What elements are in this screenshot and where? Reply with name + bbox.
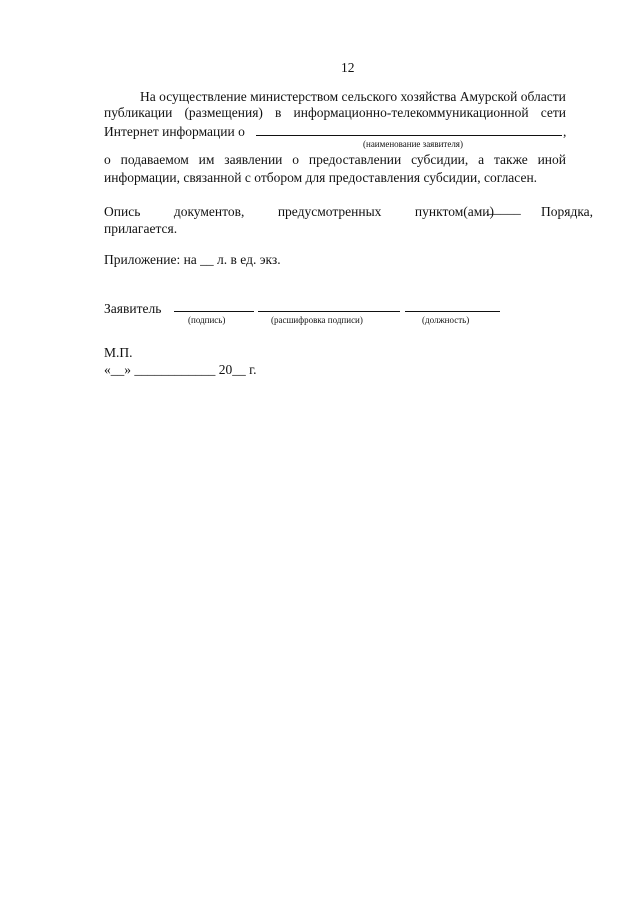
signature-decoding-caption: (расшифровка подписи) — [271, 315, 363, 325]
signature-caption: (подпись) — [188, 315, 226, 325]
date-line[interactable]: «__» ____________ 20__ г. — [104, 362, 257, 377]
consent-line-4: о подаваемом им заявлении о предоставлении субсидии, а также иной — [104, 152, 566, 167]
inventory-text: Опись документов, предусмотренных пунктом(ами) — [104, 204, 494, 219]
signature-decoding-field[interactable] — [258, 311, 400, 312]
applicant-name-field[interactable] — [256, 135, 562, 136]
position-caption: (должность) — [422, 315, 470, 325]
page-number: 12 — [341, 60, 355, 75]
seal-mark: М.П. — [104, 345, 133, 360]
inventory-blank[interactable]: _____ — [487, 201, 521, 216]
appendix-text: Приложение: на __ л. в ед. экз. — [104, 252, 281, 267]
consent-line-2: публикации (размещения) в информационно-телекоммуникационной сети — [104, 105, 566, 120]
consent-line-3-suffix: , — [563, 124, 567, 139]
applicant-label: Заявитель — [104, 301, 162, 316]
consent-line-1: На осуществление министерством сельского хозяйства Амурской области — [140, 89, 566, 104]
signature-field[interactable] — [174, 311, 254, 312]
consent-line-5: информации, связанной с отбором для предоставления субсидии, согласен. — [104, 170, 538, 185]
inventory-line-2: прилагается. — [104, 221, 178, 236]
consent-line-3-prefix: Интернет информации о — [104, 124, 245, 139]
applicant-name-caption: (наименование заявителя) — [363, 139, 463, 149]
position-field[interactable] — [405, 311, 500, 312]
inventory-line-1-part-2: Порядка, — [541, 204, 594, 219]
